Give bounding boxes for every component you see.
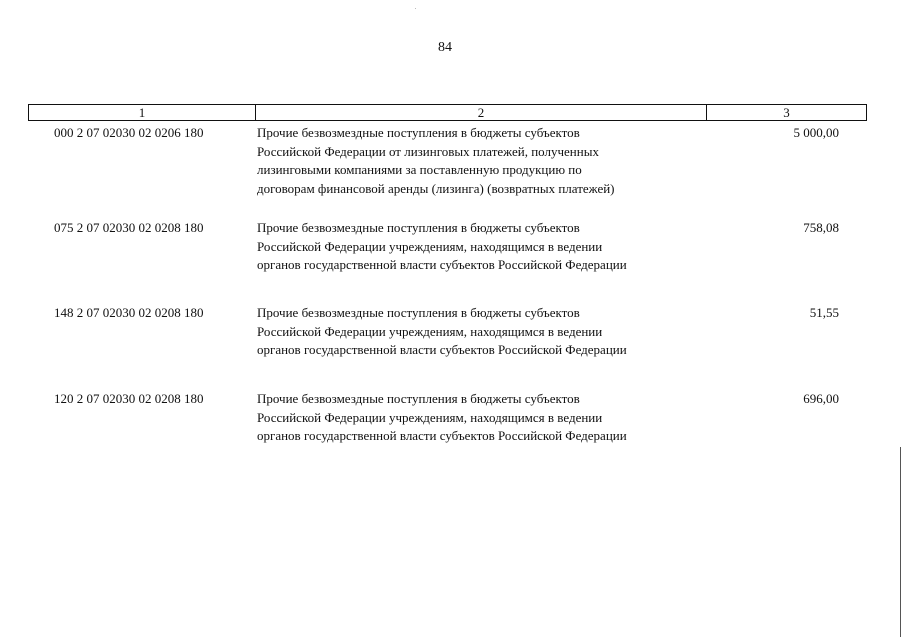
description-line: органов государственной власти субъектов Российской Федерации [257,428,627,443]
description-line: Российской Федерации от лизинговых платежей, полученных [257,143,599,159]
description-line: Прочие безвозмездные поступления в бюджеты субъектов [257,125,580,140]
amount-value: 5 000,00 [793,125,839,140]
amount-value: 51,55 [809,305,839,320]
budget-classification-code: 075 2 07 02030 02 0208 180 [54,220,204,235]
description-line: Прочие безвозмездные поступления в бюджеты субъектов [257,220,580,235]
description-line: Российской Федерации учреждениям, находящимся в ведении [257,238,603,254]
table-header-column-3: 3 [783,105,790,120]
row-description [257,124,707,198]
row-description [257,219,707,275]
description-line: договорам финансовой аренды (лизинга) (возвратных платежей) [257,180,615,196]
table-header-row [28,104,867,121]
row-description [257,304,707,360]
scan-edge-line [900,447,901,637]
amount-value: 696,00 [803,391,839,406]
table-header-column-2: 2 [256,105,707,120]
budget-classification-code: 120 2 07 02030 02 0208 180 [54,391,204,406]
table-header-column-1: 1 [29,105,256,120]
description-line: органов государственной власти субъектов Российской Федерации [257,342,627,357]
description-line: органов государственной власти субъектов Российской Федерации [257,257,627,272]
amount-value: 758,08 [803,220,839,235]
description-line: Прочие безвозмездные поступления в бюджеты субъектов [257,391,580,406]
page-number: 84 [438,40,452,55]
scan-artifact-dot [415,8,416,9]
budget-classification-code: 000 2 07 02030 02 0206 180 [54,125,204,140]
description-line: лизинговыми компаниями за поставленную продукцию по [257,162,582,177]
description-line: Российской Федерации учреждениям, находящимся в ведении [257,409,603,425]
description-line: Прочие безвозмездные поступления в бюджеты субъектов [257,305,580,320]
description-line: Российской Федерации учреждениям, находящимся в ведении [257,323,603,339]
budget-classification-code: 148 2 07 02030 02 0208 180 [54,305,204,320]
row-description [257,390,707,446]
